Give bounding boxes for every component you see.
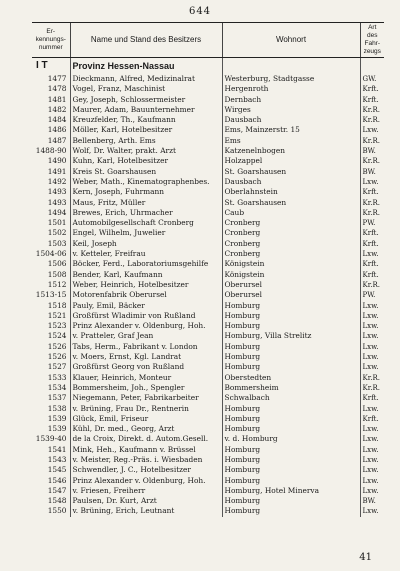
- vehicle-type: BW.: [360, 146, 384, 156]
- owner-name: Kühl, Dr. med., Georg, Arzt: [70, 424, 222, 434]
- entry-number: 1482: [47, 104, 67, 114]
- vehicle-type: Lxw.: [360, 177, 384, 187]
- owner-name: Paulsen, Dr. Kurt, Arzt: [70, 496, 222, 506]
- table-row: [32, 239, 384, 249]
- vehicle-type: Lxw.: [360, 465, 384, 475]
- table-row: [32, 331, 384, 341]
- footer-mark: 41: [359, 552, 372, 563]
- table-row: [32, 362, 384, 372]
- entry-number: 1521: [47, 310, 67, 320]
- residence: Ems: [222, 136, 360, 146]
- vehicle-type: Lxw.: [360, 125, 384, 135]
- owner-name: Brewes, Erich, Uhrmacher: [70, 208, 222, 218]
- vehicle-type: BW.: [360, 167, 384, 177]
- residence: Oberursel: [222, 280, 360, 290]
- table-row: [32, 486, 384, 496]
- table-row: [32, 506, 384, 516]
- residence: St. Goarshausen: [222, 198, 360, 208]
- table-row: [32, 95, 384, 105]
- owner-name: Wolf, Dr. Walter, prakt. Arzt: [70, 146, 222, 156]
- table-row: [32, 404, 384, 414]
- vehicle-type: Lxw.: [360, 331, 384, 341]
- table-row: [32, 496, 384, 506]
- vehicle-type: Lxw.: [360, 321, 384, 331]
- vehicle-type: Lxw.: [360, 404, 384, 414]
- vehicle-type: Kr.R.: [360, 198, 384, 208]
- table-row: [32, 249, 384, 259]
- vehicle-type: Kr.R.: [360, 115, 384, 125]
- table-row: [32, 270, 384, 280]
- table-row: [32, 321, 384, 331]
- table-row: [32, 311, 384, 321]
- owner-name: v. Friesen, Freiherr: [70, 486, 222, 496]
- table-row: [32, 280, 384, 290]
- vehicle-type: Lxw.: [360, 434, 384, 444]
- residence: Königstein: [222, 259, 360, 269]
- entry-number: 1539: [47, 424, 67, 434]
- vehicle-type: Lxw.: [360, 476, 384, 486]
- owner-name: de la Croix, Direkt. d. Autom.Gesell.: [70, 434, 222, 444]
- owner-name: Kern, Joseph, Fuhrmann: [70, 187, 222, 197]
- entry-number: 1533: [47, 372, 67, 382]
- owner-name: Mink, Heh., Kaufmann v. Brüssel: [70, 445, 222, 455]
- owner-name: Großfürst Wladimir von Rußland: [70, 311, 222, 321]
- residence: Cronberg: [222, 218, 360, 228]
- vehicle-type: Kr.R.: [360, 156, 384, 166]
- owner-name: v. Brüning, Erich, Leutnant: [70, 506, 222, 516]
- entry-number: 1545: [47, 465, 67, 475]
- table-row: [32, 74, 384, 84]
- vehicle-type: Krft.: [360, 228, 384, 238]
- vehicle-type: Krft.: [360, 84, 384, 94]
- table-row: [32, 167, 384, 177]
- entry-number: 1526: [47, 352, 67, 362]
- header-number: Er-kennungs-nummer: [32, 23, 70, 58]
- residence: Homburg, Hotel Minerva: [222, 486, 360, 496]
- vehicle-type: Kr.R.: [360, 280, 384, 290]
- residence: Dernbach: [222, 95, 360, 105]
- entry-number: 1539: [47, 413, 67, 423]
- table-row: [32, 290, 384, 300]
- owner-name: Niegemann, Peter, Fabrikarbeiter: [70, 393, 222, 403]
- table-row: [32, 414, 384, 424]
- residence: Wirges: [222, 105, 360, 115]
- table-row: [32, 393, 384, 403]
- entry-number: 1503: [47, 238, 67, 248]
- table-row: [32, 228, 384, 238]
- vehicle-type: Lxw.: [360, 486, 384, 496]
- table-row: [32, 342, 384, 352]
- entry-number: 1550: [47, 506, 67, 516]
- vehicle-type: Krft.: [360, 270, 384, 280]
- table-row: [32, 259, 384, 269]
- vehicle-type: Kr.R.: [360, 208, 384, 218]
- owner-name: Bellenberg, Arth. Ems: [70, 136, 222, 146]
- owner-name: Tabs, Herm., Fabrikant v. London: [70, 342, 222, 352]
- entry-number: 1491: [47, 166, 67, 176]
- owner-name: v. Meister, Reg.-Präs. i. Wiesbaden: [70, 455, 222, 465]
- entry-number: 1484: [47, 115, 67, 125]
- entry-number: 1504-06: [35, 249, 67, 259]
- vehicle-type: Krft.: [360, 414, 384, 424]
- owner-name: Keil, Joseph: [70, 239, 222, 249]
- residence: Homburg: [222, 352, 360, 362]
- table-row: [32, 455, 384, 465]
- owner-name: Schwendler, J. C., Hotelbesitzer: [70, 465, 222, 475]
- vehicle-register-table: [32, 22, 384, 517]
- entry-number: 1493: [47, 187, 67, 197]
- owner-name: v. Pratteler, Graf Jean: [70, 331, 222, 341]
- residence: Homburg: [222, 506, 360, 516]
- table-row: [32, 208, 384, 218]
- residence: Homburg: [222, 496, 360, 506]
- owner-name: v. Moers, Ernst, Kgl. Landrat: [70, 352, 222, 362]
- residence: Homburg: [222, 342, 360, 352]
- vehicle-type: Krft.: [360, 239, 384, 249]
- owner-name: Großfürst Georg von Rußland: [70, 362, 222, 372]
- table-row: [32, 218, 384, 228]
- entry-number: 1512: [47, 279, 67, 289]
- table-row: [32, 105, 384, 115]
- entry-number: 1493: [47, 197, 67, 207]
- section-title: Provinz Hessen-Nassau: [70, 58, 222, 75]
- owner-name: Gey, Joseph, Schlossermeister: [70, 95, 222, 105]
- residence: Oberlahnstein: [222, 187, 360, 197]
- residence: Katzenelnbogen: [222, 146, 360, 156]
- entry-number: 1547: [47, 485, 67, 495]
- residence: Schwalbach: [222, 393, 360, 403]
- table-header-row: [32, 23, 384, 58]
- entry-number: 1523: [47, 321, 67, 331]
- owner-name: Prinz Alexander v. Oldenburg, Hoh.: [70, 476, 222, 486]
- table-row: [32, 352, 384, 362]
- residence: v. d. Homburg: [222, 434, 360, 444]
- owner-name: Maurer, Adam, Bauunternehmer: [70, 105, 222, 115]
- entry-number: 1539-40: [35, 434, 67, 444]
- vehicle-type: Lxw.: [360, 342, 384, 352]
- residence: Westerburg, Stadtgasse: [222, 74, 360, 84]
- entry-number: 1492: [47, 176, 67, 186]
- vehicle-type: Kr.R.: [360, 383, 384, 393]
- vehicle-type: Lxw.: [360, 445, 384, 455]
- table-row: [32, 198, 384, 208]
- entry-number: 1518: [47, 300, 67, 310]
- vehicle-type: Kr.R.: [360, 105, 384, 115]
- residence: Holzappel: [222, 156, 360, 166]
- owner-name: Weber, Math., Kinematographenbes.: [70, 177, 222, 187]
- table-row: [32, 125, 384, 135]
- owner-name: Böcker, Ferd., Laboratoriumsgehilfe: [70, 259, 222, 269]
- residence: Oberursel: [222, 290, 360, 300]
- residence: Homburg: [222, 465, 360, 475]
- entry-number: 1527: [47, 362, 67, 372]
- vehicle-type: Lxw.: [360, 424, 384, 434]
- owner-name: Klauer, Heinrich, Monteur: [70, 373, 222, 383]
- vehicle-type: Krft.: [360, 187, 384, 197]
- residence: Dausbach: [222, 177, 360, 187]
- owner-name: Möller, Karl, Hotelbesitzer: [70, 125, 222, 135]
- owner-name: Kuhn, Karl, Hotelbesitzer: [70, 156, 222, 166]
- table-row: [32, 301, 384, 311]
- residence: St. Goarshausen: [222, 167, 360, 177]
- residence: Cronberg: [222, 228, 360, 238]
- vehicle-type: Lxw.: [360, 455, 384, 465]
- entry-number: 1543: [47, 454, 67, 464]
- owner-name: Vogel, Franz, Maschinist: [70, 84, 222, 94]
- entry-number: 1537: [47, 393, 67, 403]
- owner-name: Weber, Heinrich, Hotelbesitzer: [70, 280, 222, 290]
- residence: Homburg, Villa Strelitz: [222, 331, 360, 341]
- vehicle-type: Lxw.: [360, 311, 384, 321]
- residence: Caub: [222, 208, 360, 218]
- entry-number: 1501: [47, 218, 67, 228]
- table-row: [32, 177, 384, 187]
- vehicle-type: Lxw.: [360, 362, 384, 372]
- vehicle-type: Lxw.: [360, 506, 384, 516]
- owner-name: Bommersheim, Joh., Spengler: [70, 383, 222, 393]
- table-row: [32, 424, 384, 434]
- table-row: [32, 445, 384, 455]
- vehicle-type: Kr.R.: [360, 136, 384, 146]
- entry-number: 1488-90: [35, 146, 67, 156]
- residence: Homburg: [222, 414, 360, 424]
- residence: Homburg: [222, 301, 360, 311]
- vehicle-type: Kr.R.: [360, 373, 384, 383]
- residence: Dausbach: [222, 115, 360, 125]
- table-row: [32, 434, 384, 444]
- vehicle-type: Krft.: [360, 95, 384, 105]
- vehicle-type: Lxw.: [360, 301, 384, 311]
- entry-number: 1477: [47, 74, 67, 83]
- entry-number: 1508: [47, 269, 67, 279]
- residence: Bommersheim: [222, 383, 360, 393]
- owner-name: Kreuzfelder, Th., Kaufmann: [70, 115, 222, 125]
- section-heading-row: [32, 58, 384, 75]
- entry-number: 1487: [47, 135, 67, 145]
- vehicle-type: BW.: [360, 496, 384, 506]
- owner-name: Pauly, Emil, Bäcker: [70, 301, 222, 311]
- entry-number: 1494: [47, 207, 67, 217]
- owner-name: Engel, Wilhelm, Juwelier: [70, 228, 222, 238]
- owner-name: Dieckmann, Alfred, Medizinalrat: [70, 74, 222, 84]
- header-owner-name: Name und Stand des Besitzers: [70, 23, 222, 58]
- owner-name: Bender, Karl, Kaufmann: [70, 270, 222, 280]
- entry-number: 1506: [47, 259, 67, 269]
- owner-name: Glück, Emil, Friseur: [70, 414, 222, 424]
- residence: Homburg: [222, 321, 360, 331]
- owner-name: Kreis St. Goarshausen: [70, 167, 222, 177]
- residence: Homburg: [222, 476, 360, 486]
- residence: Homburg: [222, 455, 360, 465]
- entry-number: 1502: [47, 228, 67, 238]
- table-row: [32, 115, 384, 125]
- vehicle-type: Krft.: [360, 259, 384, 269]
- vehicle-type: Lxw.: [360, 249, 384, 259]
- register-sheet: [32, 22, 384, 517]
- table-row: [32, 383, 384, 393]
- section-code: I T: [36, 59, 48, 71]
- residence: Königstein: [222, 270, 360, 280]
- vehicle-type: Lxw.: [360, 352, 384, 362]
- register-body: [32, 58, 384, 517]
- table-row: [32, 84, 384, 94]
- vehicle-type: GW.: [360, 74, 384, 84]
- owner-name: Maus, Fritz, Müller: [70, 198, 222, 208]
- entry-number: 1524: [47, 331, 67, 341]
- owner-name: Automobilgesellschaft Cronberg: [70, 218, 222, 228]
- entry-number: 1478: [47, 84, 67, 94]
- entry-number: 1481: [47, 94, 67, 104]
- residence: Homburg: [222, 362, 360, 372]
- residence: Ems, Mainzerstr. 15: [222, 125, 360, 135]
- residence: Cronberg: [222, 239, 360, 249]
- owner-name: v. Brüning, Frau Dr., Rentnerin: [70, 404, 222, 414]
- table-row: [32, 156, 384, 166]
- residence: Oberstedten: [222, 373, 360, 383]
- residence: Cronberg: [222, 249, 360, 259]
- entry-number: 1548: [47, 496, 67, 506]
- residence: Homburg: [222, 404, 360, 414]
- entry-number: 1513-15: [35, 290, 67, 300]
- entry-number: 1526: [47, 341, 67, 351]
- owner-name: Motorenfabrik Oberursel: [70, 290, 222, 300]
- table-row: [32, 187, 384, 197]
- vehicle-type: PW.: [360, 218, 384, 228]
- header-vehicle-type: Art des Fahr-zeugs: [360, 23, 384, 58]
- table-row: [32, 476, 384, 486]
- entry-number: 1546: [47, 475, 67, 485]
- entry-number: 1534: [47, 382, 67, 392]
- residence: Homburg: [222, 311, 360, 321]
- residence: Homburg: [222, 424, 360, 434]
- vehicle-type: PW.: [360, 290, 384, 300]
- owner-name: Prinz Alexander v. Oldenburg, Hoh.: [70, 321, 222, 331]
- table-row: [32, 146, 384, 156]
- owner-name: v. Ketteler, Freifrau: [70, 249, 222, 259]
- entry-number: 1538: [47, 403, 67, 413]
- residence: Hergenroth: [222, 84, 360, 94]
- page-number: 644: [188, 6, 212, 17]
- entry-number: 1490: [47, 156, 67, 166]
- entry-number: 1486: [47, 125, 67, 135]
- header-residence: Wohnort: [222, 23, 360, 58]
- table-row: [32, 465, 384, 475]
- vehicle-type: Krft.: [360, 393, 384, 403]
- table-row: [32, 136, 384, 146]
- entry-number: 1541: [47, 444, 67, 454]
- residence: Homburg: [222, 445, 360, 455]
- table-row: [32, 373, 384, 383]
